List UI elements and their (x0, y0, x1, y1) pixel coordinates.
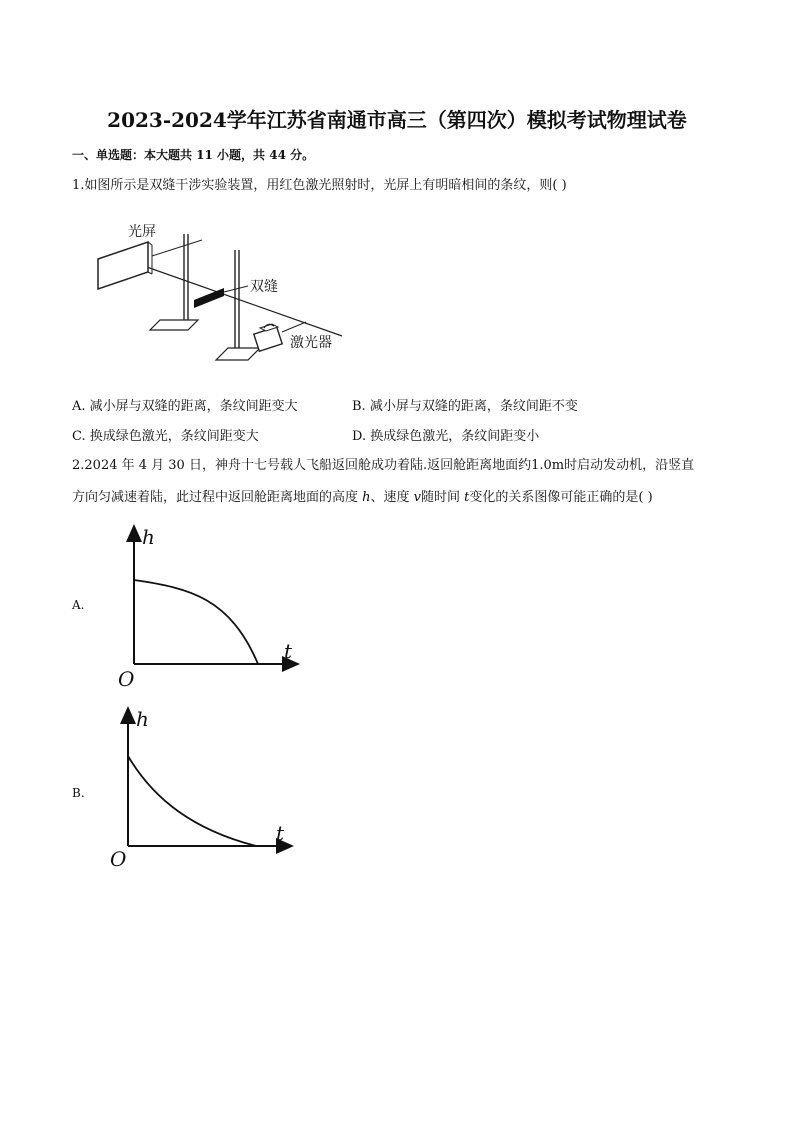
var-v: v (413, 490, 422, 505)
option-text: 换成绿色激光，条纹间距变大 (89, 429, 259, 444)
option-text: 换成绿色激光，条纹间距变小 (370, 429, 540, 444)
q2-option-b-label[interactable]: B. (72, 786, 85, 800)
option-letter: C. (72, 429, 86, 444)
screen-label: 光屏 (128, 224, 156, 240)
question-number: 2. (72, 458, 85, 473)
stem-part: 随时间 (421, 490, 465, 505)
q2-option-b-graph[interactable] (104, 704, 304, 874)
origin-label: O (110, 847, 127, 871)
option-letter: B. (352, 399, 366, 414)
h-t-curve (128, 756, 256, 846)
option-letter: D. (352, 429, 367, 444)
option-text: 减小屏与双缝的距离，条纹间距变大 (89, 399, 298, 414)
q1-option-c[interactable] (72, 425, 259, 444)
q1-option-b[interactable] (352, 395, 578, 414)
h-t-curve (134, 580, 258, 664)
stem-part: 、速度 (370, 490, 414, 505)
q1-option-a[interactable] (72, 395, 298, 414)
q1-option-d[interactable] (352, 425, 539, 444)
y-axis-label: h (142, 525, 155, 549)
q2-option-a-label[interactable]: A. (72, 598, 85, 612)
section-heading: 一、单选题：本大题共 11 小题，共 44 分。 (72, 148, 315, 162)
slits-label: 双缝 (250, 279, 278, 295)
question-2-stem-line2 (72, 488, 653, 508)
y-axis-label: h (136, 707, 149, 731)
option-text: 减小屏与双缝的距离，条纹间距不变 (369, 399, 578, 414)
question-number: 1. (72, 178, 85, 193)
question-1-stem (72, 176, 567, 196)
var-t: t (464, 490, 470, 505)
var-h: h (362, 490, 371, 505)
x-axis-label: t (276, 821, 285, 845)
stem-part: 方向匀减速着陆，此过程中返回舱距离地面的高度 (72, 490, 363, 505)
question-text-line1: 2024 年 4 月 30 日，神舟十七号载人飞船返回舱成功着陆.返回舱距离地面约1.0m时启动发动机，沿竖直 (84, 458, 695, 473)
question-text: 如图所示是双缝干涉实验装置，用红色激光照射时，光屏上有明暗相间的条纹，则( ) (84, 178, 567, 193)
laser-label: 激光器 (290, 335, 332, 351)
q2-option-a-graph[interactable] (110, 522, 310, 692)
origin-label: O (118, 667, 135, 691)
question-2-stem-line1 (72, 456, 694, 476)
exam-title: 2023-2024学年江苏省南通市高三（第四次）模拟考试物理试卷 (107, 108, 687, 132)
stem-part: 变化的关系图像可能正确的是( ) (469, 490, 653, 505)
x-axis-label: t (284, 639, 293, 663)
option-letter: A. (72, 399, 86, 414)
double-slit-apparatus-figure (92, 216, 372, 376)
